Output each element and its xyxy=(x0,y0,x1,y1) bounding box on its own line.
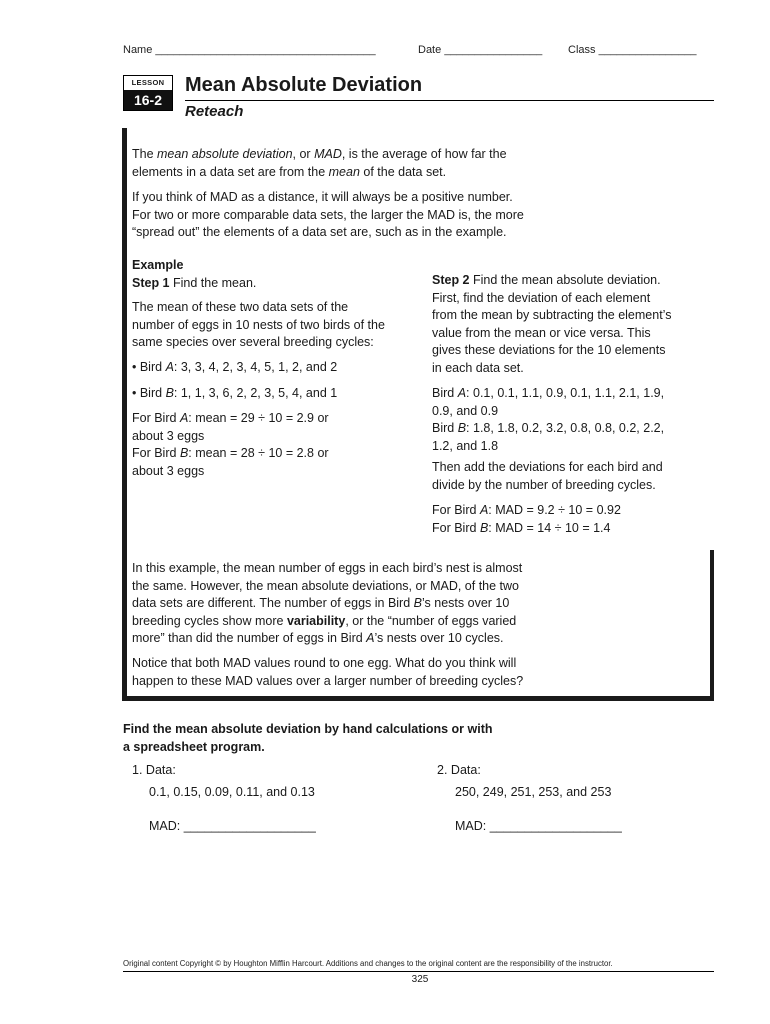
page-title: Mean Absolute Deviation xyxy=(185,74,423,96)
lesson-label: LESSON xyxy=(131,78,165,87)
problem-1-answer[interactable]: MAD: ___________________ xyxy=(149,819,316,833)
notice-paragraph: Notice that both MAD values round to one egg. What do you think will happen to these MAD values over a larger number of breeding cycles? xyxy=(132,656,524,688)
bird-b-data: • Bird B: 1, 1, 3, 6, 2, 2, 3, 5, 4, and 1 xyxy=(132,386,338,400)
problem-2-answer-blank[interactable]: ___________________ xyxy=(489,819,622,833)
exercise-instructions: Find the mean absolute deviation by hand calculations or with a spreadsheet program. xyxy=(123,722,493,754)
class-field xyxy=(568,44,696,56)
class-blank: ________________ xyxy=(598,44,697,56)
step2-explanation: Step 2 Find the mean absolute deviation. First, find the deviation of each element from the mean by subtracting the element’s value from the mean or vice versa. This gives these deviations for the 10 elements in each data set. xyxy=(432,273,672,375)
copyright-notice: Original content Copyright © by Houghton Mifflin Harcourt. Additions and changes to the original content are the responsibility of the instructor. xyxy=(123,959,613,968)
deviations: Bird A: 0.1, 0.1, 1.1, 0.9, 0.1, 1.1, 2.1, 1.9, 0.9, and 0.9 Bird B: 1.8, 1.8, 0.2, 3.2, 0.8, 0.8, 0.2, 2.2, 1.2, and 1.8 xyxy=(432,386,665,453)
problem-1-data: 0.1, 0.15, 0.09, 0.11, and 0.13 xyxy=(149,785,315,799)
footer-divider xyxy=(123,971,714,972)
name-label: Name xyxy=(123,44,153,56)
page-subtitle: Reteach xyxy=(185,103,244,120)
intro-definition: The mean absolute deviation, or MAD, is the average of how far the elements in a data set are from the mean of the data set. xyxy=(132,147,507,179)
problem-2-answer[interactable]: MAD: ___________________ xyxy=(455,819,622,833)
page-number: 325 xyxy=(411,974,429,985)
bird-a-data: • Bird A: 3, 3, 4, 2, 3, 4, 5, 1, 2, and 2 xyxy=(132,360,338,374)
mean-calculations: For Bird A: mean = 29 ÷ 10 = 2.9 or about 3 eggs For Bird B: mean = 28 ÷ 10 = 2.8 or about 3 eggs xyxy=(132,411,329,478)
conclusion-paragraph: In this example, the mean number of eggs in each bird’s nest is almost the same. However, the mean absolute deviations, or MAD, of the two data sets are different. The number of eggs in Bird B’s nests over 10 breeding cycles show more variability, or the “number of eggs varied more” than did the number of eggs in Bird A’s nests over 10 cycles. xyxy=(132,561,523,645)
date-label: Date xyxy=(418,44,442,56)
name-blank: ____________________________________ xyxy=(155,44,376,56)
problem-2-data: 250, 249, 251, 253, and 253 xyxy=(455,785,612,799)
date-field xyxy=(418,44,542,56)
example-description: The mean of these two data sets of the number of eggs in 10 nests of two birds of the same species over several breeding cycles: xyxy=(132,300,385,349)
class-label: Class xyxy=(568,44,596,56)
lesson-badge xyxy=(123,75,173,111)
reteach-box-left-border xyxy=(122,128,127,700)
reteach-box-right-border xyxy=(710,550,714,700)
mad-results: For Bird A: MAD = 9.2 ÷ 10 = 0.92 For Bird B: MAD = 14 ÷ 10 = 1.4 xyxy=(432,503,621,535)
name-field xyxy=(123,44,376,56)
intro-explanation: If you think of MAD as a distance, it will always be a positive number. For two or more comparable data sets, the larger the MAD is, the more “spread out” the elements of a data set are, such as in the example. xyxy=(132,190,524,239)
problem-1-answer-blank[interactable]: ___________________ xyxy=(183,819,316,833)
lesson-number: 16-2 xyxy=(124,90,172,110)
problem-1-label: 1. Data: xyxy=(132,763,176,777)
date-blank: ________________ xyxy=(444,44,543,56)
title-divider xyxy=(185,100,714,101)
reteach-box-bottom-border xyxy=(122,696,714,701)
problem-2-label: 2. Data: xyxy=(437,763,481,777)
step2-sum-instruction: Then add the deviations for each bird and divide by the number of breeding cycles. xyxy=(432,460,663,492)
example-heading: Example Step 1 Find the mean. xyxy=(132,258,257,290)
